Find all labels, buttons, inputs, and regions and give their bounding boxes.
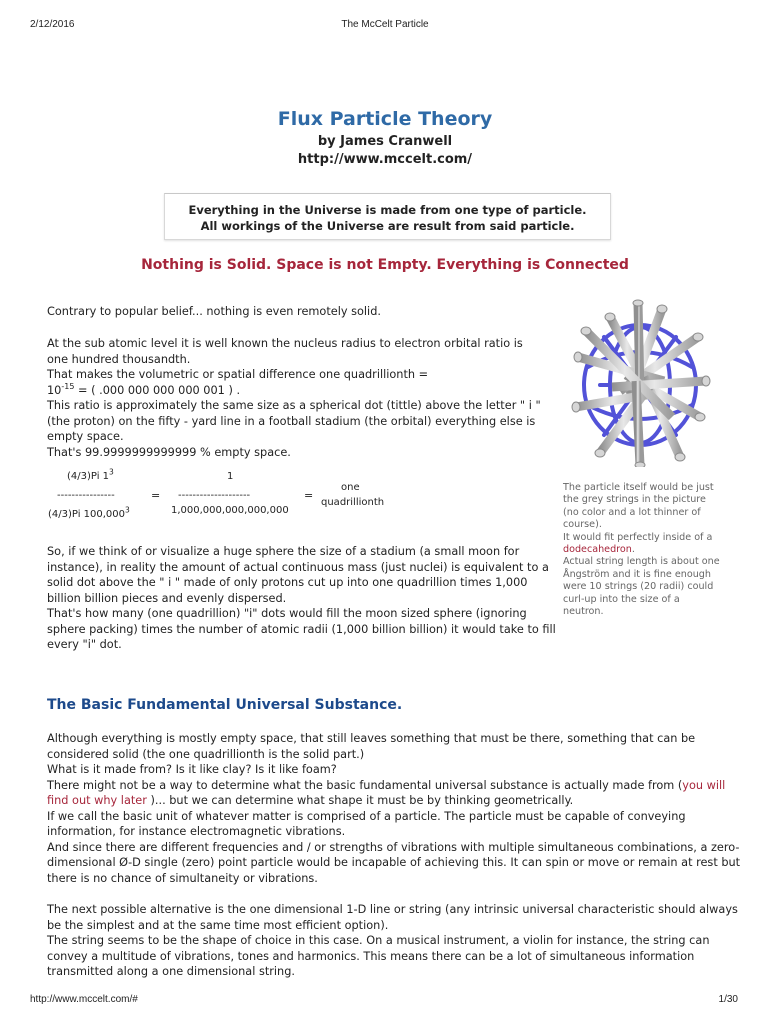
- substance-line-e: And since there are different frequencies and / or strengths of vibrations with multiple simultaneous combinations, a zero-dimensional Ø-D single (zero) point particle would be incapable of achieving this. It can spin or move or remain at rest but there is no chance of simultaneity or vibrations.: [47, 840, 741, 885]
- formula-bar2: --------------------: [178, 490, 251, 501]
- subatomic-line-a: At the sub atomic level it is well known the nucleus radius to electron orbital ratio is one hundred thousandth.: [47, 337, 523, 366]
- formula-den2: 1,000,000,000,000,000: [171, 505, 289, 516]
- subatomic-line-e: That's 99.9999999999999 % empty space.: [47, 445, 291, 459]
- subatomic-line-d: This ratio is approximately the same size as a spherical dot (tittle) above the letter " i " (the proton) on the fifty - yard line in a football stadium (the orbital) everything else is empty space.: [47, 399, 541, 443]
- print-date: 2/12/2016: [30, 19, 75, 30]
- callout-box: [164, 193, 611, 240]
- substance-line-b: What is it made from? Is it like clay? Is it like foam?: [47, 763, 337, 776]
- power-base: 10: [47, 383, 62, 397]
- formula-num2: 1: [227, 471, 234, 482]
- paragraph-stadium: [47, 544, 557, 653]
- author-byline: by James Cranwell: [317, 134, 453, 149]
- print-footer-url: http://www.mccelt.com/#: [30, 994, 138, 1005]
- formula-den1: (4/3)Pi 100,000$^3$: [48, 505, 130, 520]
- string-line-a: The next possible alternative is the one dimensional 1-D line or string (any intrinsic universal characteristic should always be the simplest and at the same time most efficient option).: [47, 903, 738, 932]
- formula-equals-1: =: [151, 489, 161, 502]
- site-url: http://www.mccelt.com/: [297, 152, 473, 167]
- substance-line-c: There might not be a way to determine what the basic fundamental universal substance is actually made from (you will find out why later )... but we can determine what shape it must be by thinking geometrically.: [47, 778, 726, 807]
- formula-num1: (4/3)Pi $1^3$: [67, 467, 114, 482]
- caption-line-b: It would fit perfectly inside of a dodecahedron.: [563, 531, 713, 556]
- print-page-number: 1/30: [718, 994, 738, 1005]
- section-heading-universal-substance: The Basic Fundamental Universal Substance.: [47, 697, 403, 713]
- subatomic-line-c: [47, 383, 547, 399]
- power-exponent: -15: [61, 381, 75, 391]
- image-caption: [563, 482, 723, 618]
- decimal-expansion: = ( .000 000 000 000 001 ) .: [74, 383, 241, 397]
- paragraph-substance: [47, 731, 747, 886]
- caption-line-c: Actual string length is about one Ångström and it is fine enough were 10 strings (20 radii) could curl-up into the size of a neutron.: [563, 556, 720, 618]
- string-line-b: The string seems to be the shape of choice in this case. On a musical instrument, a violin for instance, the string can convey a multitude of vibrations, tones and harmonics. This means there can be a lot of simultaneous information transmitted along a one dimensional string.: [47, 934, 710, 978]
- section-heading-nothing-is-solid: Nothing is Solid. Space is not Empty. Everything is Connected: [141, 257, 629, 273]
- stadium-line-a: So, if we think of or visualize a huge sphere the size of a stadium (a small moon for instance), in reality the amount of actual continuous mass (just nuclei) is equivalent to a solid dot above the " i " made of only protons cut up into one quadrillion times 1,000 billion billion pieces and evenly dispersed.: [47, 545, 549, 605]
- substance-line-d: If we call the basic unit of whatever matter is comprised of a particle. The particle must be capable of conveying information, for instance electromagnetic vibrations.: [47, 809, 686, 838]
- formula-bar1: ----------------: [57, 490, 115, 501]
- callout-line-1: Everything in the Universe is made from one type of particle.: [188, 203, 587, 217]
- substance-line-a: Although everything is mostly empty space, that still leaves something that must be there, something that can be considered solid (the one quadrillionth is the solid part.): [47, 732, 696, 761]
- formula-result-1: one: [341, 482, 360, 493]
- print-title: The McCelt Particle: [341, 19, 429, 30]
- dodecahedron-link[interactable]: dodecahedron: [563, 544, 632, 556]
- formula-equals-2: =: [304, 489, 314, 502]
- page-title: Flux Particle Theory: [277, 108, 493, 130]
- formula-result-2: quadrillionth: [321, 497, 385, 508]
- find-out-later-link[interactable]: you will find out why later: [47, 778, 726, 807]
- callout-line-2: All workings of the Universe are result from said particle.: [200, 219, 575, 233]
- caption-line-a: The particle itself would be just the grey strings in the picture (no color and a lot thinner of course).: [563, 482, 714, 531]
- stadium-line-b: That's how many (one quadrillion) "i" dots would fill the moon sized sphere (ignoring sphere packing) times the number of atomic radii (1,000 billion billion) it would take to fill every "i" dot.: [47, 607, 556, 651]
- paragraph-string: [47, 902, 747, 980]
- paragraph-intro: Contrary to popular belief... nothing is even remotely solid.: [47, 305, 381, 318]
- dodecahedron-particle-image: [560, 297, 720, 467]
- paragraph-subatomic: [47, 336, 547, 460]
- subatomic-line-b: That makes the volumetric or spatial difference one quadrillionth =: [47, 368, 429, 381]
